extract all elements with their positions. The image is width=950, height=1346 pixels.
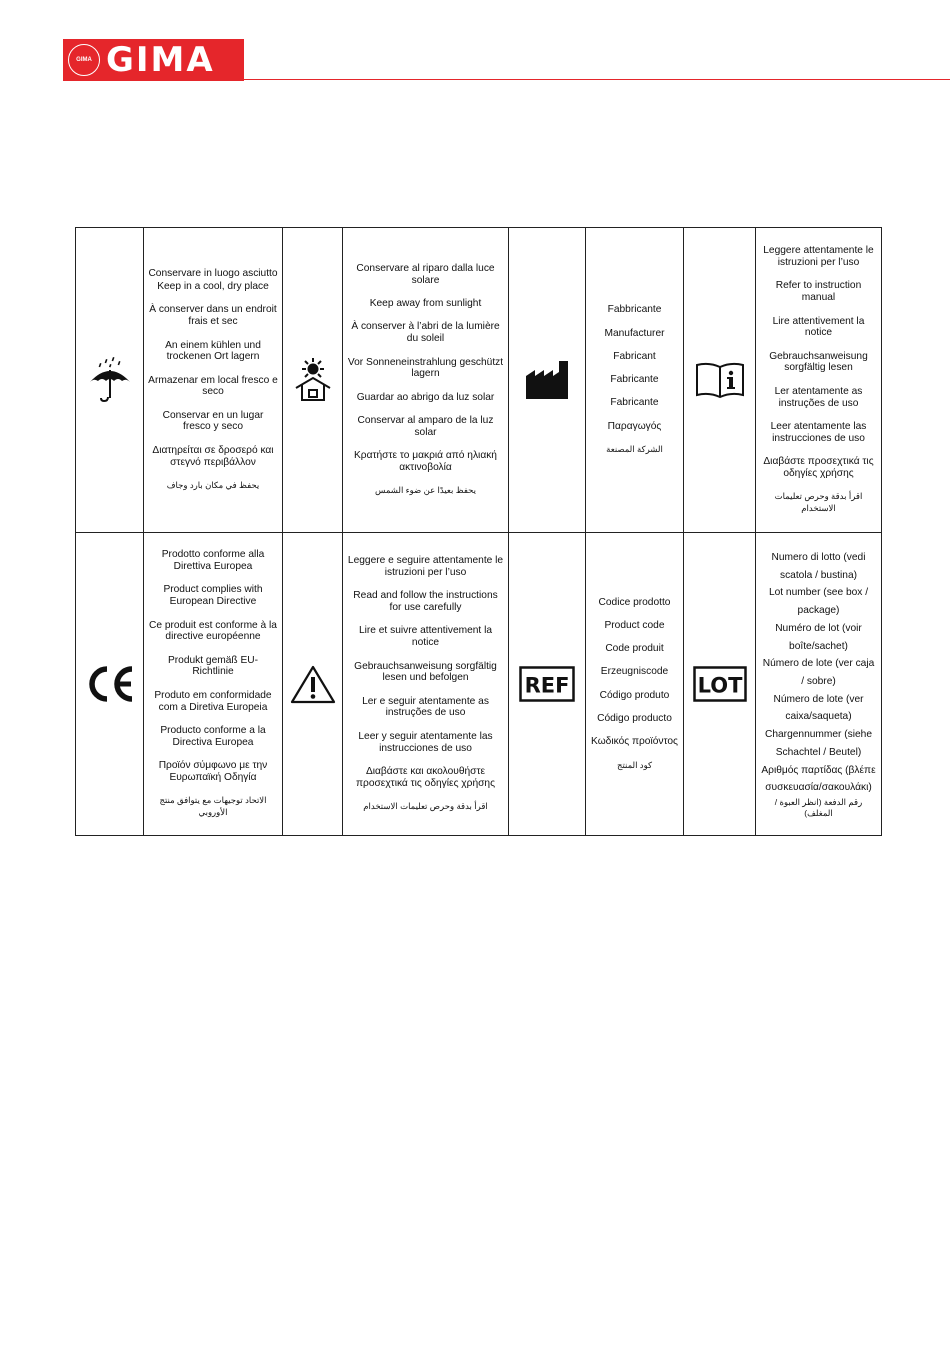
ce-text-en: Product complies with European Directive — [163, 584, 263, 608]
caution-symbol-cell — [283, 533, 343, 836]
storage-text-fr: À conserver dans un endroit frais et sec — [149, 304, 277, 328]
table-row — [76, 228, 882, 533]
sunlight-text-es: Conservar al amparo de la luz solar — [357, 414, 494, 438]
sunlight-text-en: Keep away from sunlight — [369, 298, 482, 310]
lot-symbol-text: LOT — [697, 673, 742, 698]
ref-text-pt: Código produto — [599, 689, 670, 701]
sunlight-text-it: Conservare al riparo dalla luce solare — [356, 263, 495, 286]
manufacturer-icon — [525, 360, 569, 400]
ce-text-el: Προϊόν σύμφωνο με την Ευρωπαϊκή Οδηγία — [158, 759, 268, 783]
storage-text-es: Conservar en un lugar fresco y seco — [162, 409, 264, 433]
lot-text-ar: رقم الدفعة (انظر العبوة / المغلف) — [774, 796, 863, 818]
symbols-table — [75, 227, 882, 836]
sunlight-text-ar: يحفظ بعيدًا عن ضوء الشمس — [375, 485, 476, 496]
instructions-text-el: Διαβάστε προσεχτικά τις οδηγίες χρήσης — [763, 455, 874, 479]
caution-description — [343, 533, 509, 836]
storage-text-ar: يحفظ في مكان بارد وجاف — [166, 479, 260, 490]
instructions-symbol-cell — [684, 228, 756, 533]
instructions-text-en: Refer to instruction manual — [775, 280, 862, 304]
lot-text-fr: Numéro de lot (voir boîte/sachet) — [775, 622, 862, 652]
storage-text-pt: Armazenar em local fresco e seco — [148, 374, 278, 398]
caution-text-el: Διαβάστε και ακολουθήστε προσεχτικά τις οδηγίες χρήσης — [356, 765, 495, 789]
ref-text-el: Κωδικός προϊόντος — [591, 736, 678, 748]
caution-text-pt: Ler e seguir atentamente as instruções de uso — [362, 695, 489, 719]
ref-text-de: Erzeugniscode — [600, 666, 669, 678]
ce-text-es: Producto conforme a la Directiva Europea — [160, 724, 266, 748]
instructions-text-it: Leggere attentamente le istruzioni per l’uso — [763, 245, 874, 269]
storage-text-el: Διατηρείται σε δροσερό και στεγνό περιβάλλον — [152, 444, 274, 468]
ref-description — [586, 533, 684, 836]
manufacturer-text-fr: Fabricant — [613, 350, 656, 362]
sunlight-description — [343, 228, 509, 533]
ce-text-fr: Ce produit est conforme à la directive européenne — [149, 619, 277, 643]
lot-text-el: Αριθμός παρτίδας (βλέπε συσκευασία/σακουλάκι) — [761, 764, 876, 794]
storage-description — [144, 228, 283, 533]
manufacturer-description — [586, 228, 684, 533]
ref-text-en: Product code — [604, 619, 665, 631]
lot-symbol-cell — [684, 533, 756, 836]
ref-text-it: Codice prodotto — [598, 596, 671, 608]
manufacturer-text-el: Παραγωγός — [607, 420, 662, 432]
sunlight-text-de: Vor Sonneneinstrahlung geschützt lagern — [347, 356, 504, 380]
ce-mark-icon — [85, 665, 135, 703]
ce-text-de: Produkt gemäß EU-Richtlinie — [167, 654, 259, 678]
caution-text-fr: Lire et suivre attentivement la notice — [358, 625, 493, 649]
header-rule — [244, 79, 950, 80]
instruction-manual-icon — [695, 361, 745, 399]
manufacturer-symbol-cell — [509, 228, 586, 533]
sunlight-icon — [292, 358, 334, 402]
instructions-text-de: Gebrauchsanweisung sorgfältig lesen — [769, 350, 868, 374]
manufacturer-text-es: Fabricante — [610, 397, 659, 409]
storage-text-en: Keep in a cool, dry place — [157, 281, 269, 293]
manufacturer-text-pt: Fabricante — [610, 374, 659, 386]
ce-text-ar: الاتحاد توجيهات مع يتوافق منتج الأوروبي — [159, 795, 267, 817]
manufacturer-text-ar: الشركة المصنعة — [606, 443, 663, 454]
ce-text-it: Prodotto conforme alla Direttiva Europea — [161, 549, 265, 573]
table-row — [76, 533, 882, 836]
ref-text-fr: Code produit — [605, 643, 664, 655]
instructions-text-ar: اقرأ بدقة وحرص تعليمات الاستخدام — [774, 491, 863, 513]
ce-symbol-cell — [76, 533, 144, 836]
caution-text-en: Read and follow the instructions for use carefully — [353, 590, 498, 614]
ref-text-ar: كود المنتج — [616, 759, 653, 770]
lot-text-pt: Número de lote (ver caixa/saqueta) — [773, 693, 864, 723]
storage-text-de: An einem kühlen und trockenen Ort lagern — [165, 339, 261, 363]
ref-symbol-text: REF — [524, 673, 570, 698]
caution-text-es: Leer y seguir atentamente las instrucciones de uso — [358, 730, 493, 754]
sunlight-text-pt: Guardar ao abrigo da luz solar — [356, 391, 495, 403]
manufacturer-text-en: Manufacturer — [604, 327, 665, 339]
instructions-text-fr: Lire attentivement la notice — [772, 315, 865, 339]
ref-text-es: Código producto — [597, 713, 672, 725]
sunlight-text-fr: À conserver à l’abri de la lumière du soleil — [351, 321, 500, 345]
logo-wordmark: GIMA — [106, 40, 215, 80]
lot-text-en: Lot number (see box / package) — [768, 587, 869, 617]
caution-text-de: Gebrauchsanweisung sorgfältig lesen und befolgen — [354, 660, 497, 684]
logo-badge: GIMA — [68, 44, 100, 76]
ref-icon — [519, 666, 575, 702]
ce-text-pt: Produto em conformidade com a Diretiva Europeia — [154, 689, 272, 713]
caution-text-ar: اقرأ بدقة وحرص تعليمات الاستخدام — [363, 800, 488, 811]
lot-text-de: Chargennummer (siehe Schachtel / Beutel) — [764, 729, 873, 758]
instructions-description — [756, 228, 882, 533]
ref-symbol-cell — [509, 533, 586, 836]
storage-text-it: Conservare in luogo asciutto — [148, 268, 278, 280]
gima-logo — [63, 39, 244, 81]
sunlight-text-el: Κρατήστε το μακριά από ηλιακή ακτινοβολία — [354, 450, 497, 473]
storage-symbol-cell — [76, 228, 144, 533]
lot-text-it: Numero di lotto (vedi scatola / bustina) — [771, 552, 866, 581]
manufacturer-text-it: Fabbricante — [607, 304, 662, 316]
ce-description — [144, 533, 283, 836]
umbrella-icon — [88, 356, 132, 404]
sunlight-symbol-cell — [283, 228, 343, 533]
lot-icon — [693, 666, 747, 702]
lot-description — [756, 533, 882, 836]
caution-icon — [290, 664, 336, 704]
instructions-text-pt: Ler atentamente as instruções de uso — [774, 385, 863, 409]
instructions-text-es: Leer atentamente las instrucciones de uso — [770, 420, 867, 444]
lot-text-es: Número de lote (ver caja / sobre) — [762, 658, 875, 687]
caution-text-it: Leggere e seguire attentamente le istruzioni per l’uso — [347, 555, 504, 579]
